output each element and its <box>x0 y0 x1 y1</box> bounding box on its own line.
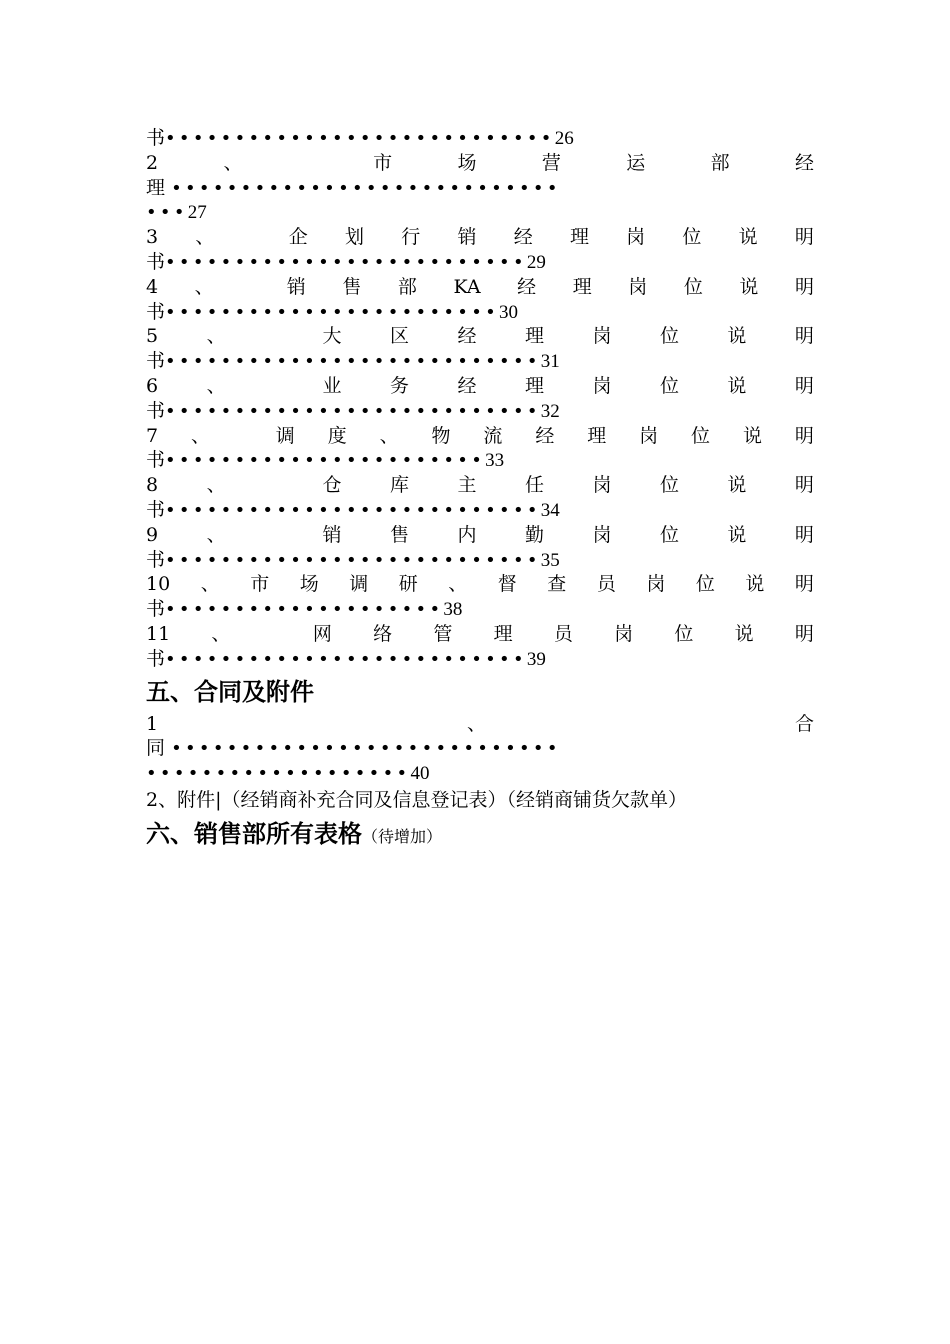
dot-leader: ••••••••••••••••••• <box>146 763 411 785</box>
toc-char: 、 <box>195 226 215 249</box>
toc-char: 销 <box>457 226 477 249</box>
toc-entry-7-tail <box>146 448 814 473</box>
page-number: 38 <box>443 599 463 621</box>
toc-char: 物 <box>431 424 451 447</box>
toc-page <box>146 126 814 854</box>
section-6-note: （待增加） <box>362 826 443 846</box>
toc-char: 说 <box>745 573 765 596</box>
toc-char: 理 <box>524 374 544 397</box>
toc-entry-11-tail <box>146 647 814 672</box>
toc-char: 研 <box>398 573 418 596</box>
entry-head: 书 <box>146 350 166 373</box>
toc-char: 经 <box>457 374 477 397</box>
toc-char: 、 <box>194 275 214 298</box>
toc-char: 岗 <box>639 424 659 447</box>
toc-entry-8 <box>146 473 814 498</box>
toc-entry-4 <box>146 275 814 300</box>
toc-char: 位 <box>659 325 679 348</box>
toc-char: 合 <box>794 712 814 735</box>
toc-char: 说 <box>727 523 747 546</box>
toc-char: 经 <box>457 325 477 348</box>
toc-entry-6 <box>146 374 814 399</box>
toc-char: 销 <box>322 523 342 546</box>
toc-char: 部 <box>710 151 730 174</box>
toc-char: 位 <box>674 622 694 645</box>
toc-char: 售 <box>390 523 410 546</box>
dot-leader: •••••••••••••••••••• <box>165 599 444 621</box>
toc-char: 督 <box>497 573 517 596</box>
toc-char: 位 <box>691 424 711 447</box>
page-number: 31 <box>540 351 560 373</box>
toc-char: 勤 <box>524 523 544 546</box>
toc-char: 市 <box>250 573 270 596</box>
toc-char: 业 <box>322 374 342 397</box>
toc-char: 员 <box>553 622 573 645</box>
toc-char: 岗 <box>626 226 646 249</box>
toc-char: 查 <box>547 573 567 596</box>
toc-entry-10-tail <box>146 597 814 622</box>
toc-char: 务 <box>390 374 410 397</box>
toc-entry-6-tail <box>146 399 814 424</box>
toc-char: 仓 <box>322 474 342 497</box>
entry-head: 书 <box>146 598 166 621</box>
toc-entry-5 <box>146 324 814 349</box>
toc-char: 5 <box>146 325 159 348</box>
toc-entry-2-tail <box>146 176 814 201</box>
toc-char: 经 <box>517 275 537 298</box>
section-5-entry-1 <box>146 712 814 737</box>
page-number: 27 <box>187 202 207 224</box>
dot-leader: •••••••••••••••••••••••••• <box>165 251 527 273</box>
dot-leader: •••••••••••••••••••••••••••• <box>165 128 555 149</box>
entry-head: 书 <box>146 127 166 149</box>
toc-entry-1-tail <box>146 126 814 151</box>
toc-char: 营 <box>541 151 561 174</box>
toc-char: 位 <box>659 474 679 497</box>
toc-char: 说 <box>739 275 759 298</box>
toc-char: 位 <box>659 374 679 397</box>
toc-char: 行 <box>401 226 421 249</box>
toc-char: 岗 <box>646 573 666 596</box>
page-number: 26 <box>554 128 574 149</box>
toc-char: 主 <box>457 474 477 497</box>
toc-char: 、 <box>467 712 487 735</box>
toc-char: 部 <box>397 275 417 298</box>
toc-char: 流 <box>483 424 503 447</box>
toc-char: 岗 <box>592 374 612 397</box>
toc-char: 明 <box>794 573 814 596</box>
toc-char: 明 <box>794 374 814 397</box>
toc-char: 经 <box>794 151 814 174</box>
dot-leader: ••••••••••••••••••••••••••• <box>165 499 541 521</box>
dot-leader: •••••••••••••••••••••••••• <box>165 648 527 670</box>
toc-char: 8 <box>146 474 159 497</box>
toc-entry-2-tail2 <box>146 200 814 225</box>
toc-entry-3-tail <box>146 250 814 275</box>
dot-leader: •••••••••••••••••••••••• <box>165 301 500 323</box>
toc-entry-7 <box>146 424 814 449</box>
toc-char: 场 <box>299 573 319 596</box>
toc-entry-5-tail <box>146 349 814 374</box>
toc-entry-11 <box>146 622 814 647</box>
toc-char: 岗 <box>592 474 612 497</box>
section-6-title <box>146 814 814 854</box>
page-number: 33 <box>485 450 505 472</box>
section-5-entry-1-tail2 <box>146 761 814 786</box>
toc-char: 说 <box>727 474 747 497</box>
toc-char: 4 <box>146 275 159 298</box>
toc-char: 络 <box>373 622 393 645</box>
toc-char: 明 <box>794 474 814 497</box>
dot-leader: ••• <box>146 202 188 224</box>
toc-char: 、 <box>223 151 243 174</box>
toc-char: 7 <box>146 424 159 447</box>
toc-char: 理 <box>569 226 589 249</box>
page-number: 34 <box>540 499 560 521</box>
dot-leader: ••••••••••••••••••••••••••• <box>165 400 541 422</box>
entry-head: 书 <box>146 399 166 422</box>
toc-char: 说 <box>727 325 747 348</box>
toc-char: 库 <box>390 474 410 497</box>
section-6-title-text: 六、销售部所有表格 <box>146 819 362 848</box>
entry-head: 书 <box>146 250 166 273</box>
dot-leader: ••••••••••••••••••••••••••• <box>165 351 541 373</box>
toc-char: 大 <box>322 325 342 348</box>
toc-char: 说 <box>727 374 747 397</box>
toc-char: 理 <box>587 424 607 447</box>
toc-char: 运 <box>626 151 646 174</box>
toc-char: 任 <box>524 474 544 497</box>
toc-char: 内 <box>457 523 477 546</box>
page-number: 29 <box>526 251 546 273</box>
toc-entry-4-tail <box>146 300 814 325</box>
toc-char: 销 <box>286 275 306 298</box>
entry-head: 书 <box>146 548 166 571</box>
toc-char: 明 <box>794 226 814 249</box>
section-5-title: 五、合同及附件 <box>146 677 314 706</box>
section-5-entry-1-tail <box>146 736 814 761</box>
dot-leader: •••••••••••••••••••••••••••• <box>171 738 561 760</box>
toc-char: 岗 <box>592 325 612 348</box>
toc-char: 位 <box>683 275 703 298</box>
toc-entry-9-tail <box>146 548 814 573</box>
toc-char: 企 <box>288 226 308 249</box>
toc-char: 明 <box>794 275 814 298</box>
toc-char: 、 <box>200 573 220 596</box>
section-5-entry-2: 2、附件|（经销商补充合同及信息登记表）（经销商铺货欠款单） <box>146 788 687 811</box>
toc-entry-8-tail <box>146 498 814 523</box>
toc-char: 3 <box>146 226 159 249</box>
toc-char: 、 <box>379 424 399 447</box>
page-number: 39 <box>526 648 546 670</box>
toc-char: 、 <box>206 474 226 497</box>
toc-char: 位 <box>682 226 702 249</box>
toc-char: 经 <box>535 424 555 447</box>
toc-char: 岗 <box>592 523 612 546</box>
toc-entry-9 <box>146 523 814 548</box>
toc-char: 、 <box>211 622 231 645</box>
toc-char: 位 <box>659 523 679 546</box>
toc-char: 场 <box>457 151 477 174</box>
toc-char: 位 <box>695 573 715 596</box>
toc-char: 10 <box>146 573 171 596</box>
toc-char: KA <box>453 275 481 298</box>
toc-char: 说 <box>738 226 758 249</box>
toc-char: 理 <box>524 325 544 348</box>
entry-head: 同 <box>146 737 166 760</box>
toc-char: 明 <box>794 622 814 645</box>
toc-char: 明 <box>794 424 814 447</box>
toc-char: 、 <box>448 573 468 596</box>
page-number: 35 <box>540 549 560 571</box>
toc-char: 9 <box>146 523 159 546</box>
toc-entry-2 <box>146 151 814 176</box>
toc-char: 市 <box>373 151 393 174</box>
toc-char: 明 <box>794 523 814 546</box>
toc-char: 理 <box>493 622 513 645</box>
page-number: 32 <box>540 400 560 422</box>
toc-char: 11 <box>146 622 171 645</box>
toc-entry-3 <box>146 225 814 250</box>
toc-char: 经 <box>513 226 533 249</box>
toc-char: 岗 <box>628 275 648 298</box>
toc-char: 岗 <box>614 622 634 645</box>
page-number: 40 <box>410 763 430 785</box>
entry-head: 书 <box>146 300 166 323</box>
dot-leader: ••••••••••••••••••••••••••• <box>165 549 541 571</box>
toc-char: 、 <box>206 523 226 546</box>
toc-char: 、 <box>206 374 226 397</box>
toc-char: 2 <box>146 151 159 174</box>
toc-char: 6 <box>146 374 159 397</box>
entry-head: 书 <box>146 449 166 472</box>
toc-char: 、 <box>190 424 210 447</box>
toc-char: 1 <box>146 712 159 735</box>
toc-char: 员 <box>596 573 616 596</box>
entry-head: 书 <box>146 498 166 521</box>
toc-char: 理 <box>572 275 592 298</box>
toc-char: 明 <box>794 325 814 348</box>
toc-char: 区 <box>390 325 410 348</box>
toc-char: 、 <box>206 325 226 348</box>
toc-char: 划 <box>345 226 365 249</box>
dot-leader: ••••••••••••••••••••••• <box>165 450 486 472</box>
toc-char: 度 <box>327 424 347 447</box>
toc-char: 网 <box>312 622 332 645</box>
entry-head: 理 <box>146 176 166 199</box>
dot-leader: •••••••••••••••••••••••••••• <box>171 177 561 199</box>
entry-head: 书 <box>146 647 166 670</box>
toc-char: 调 <box>275 424 295 447</box>
toc-char: 管 <box>433 622 453 645</box>
toc-char: 说 <box>734 622 754 645</box>
toc-char: 说 <box>742 424 762 447</box>
page-number: 30 <box>499 301 519 323</box>
toc-char: 调 <box>349 573 369 596</box>
toc-char: 售 <box>342 275 362 298</box>
toc-entry-10 <box>146 572 814 597</box>
